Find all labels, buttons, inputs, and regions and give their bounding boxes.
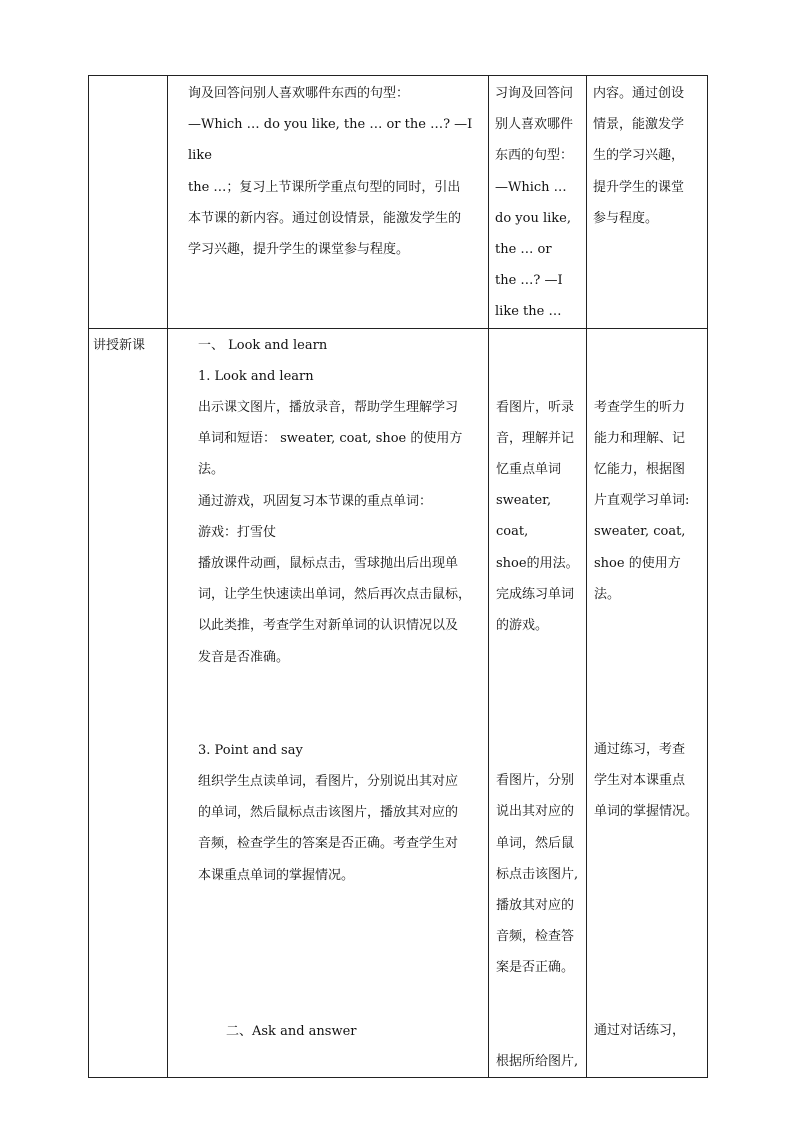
purpose-text-line: 片直观学习单词: xyxy=(594,493,690,509)
student-activity-cell xyxy=(489,328,587,1077)
student-text-line: 忆重点单词 xyxy=(496,462,562,478)
student-text-line: shoe的用法。 xyxy=(496,555,579,571)
student-text-line: 看图片，分别 xyxy=(496,773,575,789)
teacher-text-line: the …；复习上节课所学重点句型的同时，引出 xyxy=(188,179,461,195)
teacher-text-line: 音频，检查学生的答案是否正确。考查学生对 xyxy=(198,836,459,852)
purpose-text-line: 内容。通过创设 xyxy=(593,86,685,101)
student-text-line: the … or xyxy=(495,242,552,258)
teacher-activity-cell xyxy=(168,76,489,329)
section-heading-look-and-learn: 一、 Look and learn xyxy=(198,337,328,353)
table-row-intro xyxy=(89,76,708,329)
teacher-text-line: —Which … do you like, the … or the …? —I like xyxy=(188,117,473,164)
teacher-text-line: 本节课的新内容。通过创设情景，能激发学生的 xyxy=(188,210,462,226)
student-text-line: the …? —I xyxy=(495,273,563,289)
teacher-text-line: 发音是否准确。 xyxy=(198,649,290,665)
student-text-line: 完成练习单词 xyxy=(496,586,575,602)
teacher-text-line: 游戏：打雪仗 xyxy=(198,524,277,540)
student-text-line: 音频，检查答 xyxy=(496,929,575,945)
student-text-line: 播放其对应的 xyxy=(496,898,575,914)
lesson-plan-table xyxy=(88,75,708,1078)
student-text-line: 看图片，听录 xyxy=(496,399,575,415)
stage-cell xyxy=(89,328,168,1077)
purpose-text-line: 情景，能激发学 xyxy=(593,117,685,133)
student-text-line: 东西的句型： xyxy=(495,148,574,164)
purpose-text-line: 能力和理解、记 xyxy=(594,430,686,446)
teacher-text-line: 词，让学生快速读出单词，然后再次点击鼠标， xyxy=(198,587,472,603)
teacher-text-line: 通过游戏，巩固复习本节课的重点单词： xyxy=(198,493,433,509)
purpose-text-line: 单词的掌握情况。 xyxy=(594,804,699,820)
student-text-line: 案是否正确。 xyxy=(496,960,575,976)
stage-cell-empty xyxy=(89,76,168,329)
student-text-line: 别人喜欢哪件 xyxy=(495,117,574,133)
teacher-text-line: 学习兴趣，提升学生的课堂参与程度。 xyxy=(188,242,410,258)
teacher-text-line: 单词和短语： sweater, coat, shoe 的使用方法。 xyxy=(198,431,463,478)
student-text-line: do you like, xyxy=(495,210,571,226)
student-text-line: 习询及回答问 xyxy=(495,86,574,101)
teacher-text-line: 以此类推，考查学生对新单词的认识情况以及 xyxy=(198,618,459,634)
teacher-text-line: 的单词，然后鼠标点击该图片，播放其对应的 xyxy=(198,805,459,821)
student-text-line: 的游戏。 xyxy=(496,618,549,634)
teacher-text-line: 组织学生点读单词，看图片，分别说出其对应 xyxy=(198,774,459,790)
purpose-cell xyxy=(587,328,708,1077)
stage-label: 讲授新课 xyxy=(93,337,146,353)
student-text-line: 单词，然后鼠 xyxy=(496,835,575,851)
purpose-text-line: shoe 的使用方 xyxy=(594,555,681,571)
purpose-text-line: 法。 xyxy=(594,586,621,602)
purpose-text-line: 通过对话练习， xyxy=(594,1022,686,1038)
purpose-text-line: 通过练习，考查 xyxy=(594,742,686,758)
teacher-text-line: 本课重点单词的掌握情况。 xyxy=(198,867,355,883)
teacher-text-line: 出示课文图片，播放录音，帮助学生理解学习 xyxy=(198,400,459,416)
purpose-text-line: 提升学生的课堂 xyxy=(593,179,685,195)
student-text-line: —Which … xyxy=(495,179,567,195)
part-heading-point-and-say: 3. Point and say xyxy=(198,742,303,758)
teacher-activity-cell xyxy=(168,328,489,1077)
purpose-text-line: 学生对本课重点 xyxy=(594,773,686,789)
purpose-text-line: 忆能力，根据图 xyxy=(594,462,686,478)
student-text-line: 标点击该图片, xyxy=(496,866,579,882)
teacher-text-line: 播放课件动画，鼠标点击，雪球抛出后出现单 xyxy=(198,556,459,572)
student-activity-cell xyxy=(489,76,587,329)
purpose-text-line: 参与程度。 xyxy=(593,210,659,226)
table-row-new-lesson xyxy=(89,328,708,1077)
purpose-text-line: 生的学习兴趣， xyxy=(593,148,685,164)
purpose-cell xyxy=(587,76,708,329)
student-text-line: 说出其对应的 xyxy=(496,804,575,820)
purpose-text-line: 考查学生的听力 xyxy=(594,399,686,415)
student-text-line: 音，理解并记 xyxy=(496,430,575,446)
student-text-line: like the … xyxy=(495,304,562,320)
part-heading-look-and-learn: 1. Look and learn xyxy=(198,368,314,384)
purpose-text-line: sweater, coat, xyxy=(594,524,686,540)
student-text-line: 根据所给图片, xyxy=(496,1053,579,1069)
teacher-text-line: 询及回答问别人喜欢哪件东西的句型： xyxy=(188,86,410,101)
section-heading-ask-and-answer: 二、Ask and answer xyxy=(226,1023,357,1039)
student-text-line: sweater, coat, xyxy=(496,493,552,540)
